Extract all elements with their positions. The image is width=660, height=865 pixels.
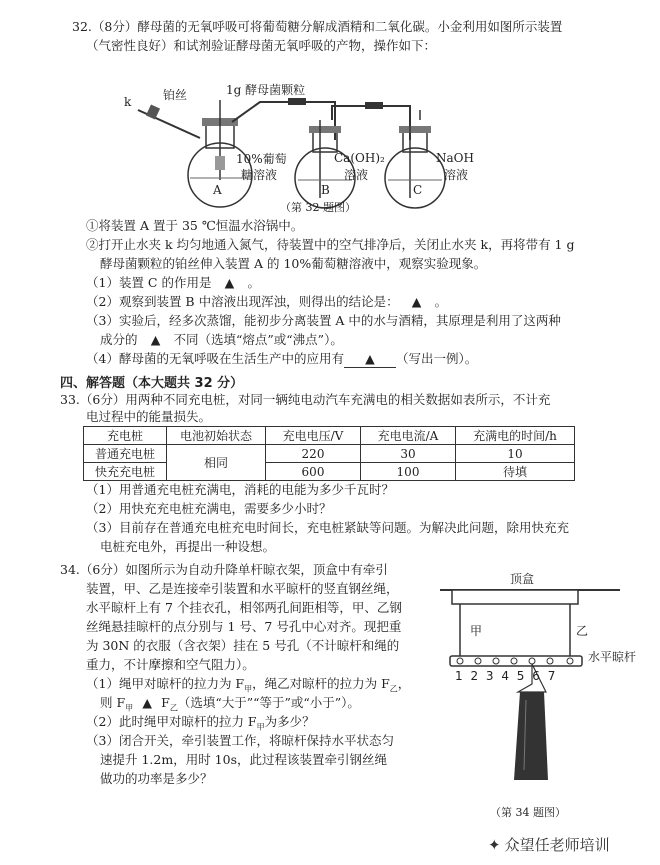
- wechat-icon: ✦: [488, 836, 501, 854]
- q34-part3: （3）闭合开关，牵引装置工作，将晾杆保持水平状态匀: [86, 733, 394, 748]
- q34-line1: 34.（6分）如图所示为自动升降单杆晾衣架，顶盒中有牵引: [60, 562, 388, 577]
- table-cell: 100: [361, 463, 456, 481]
- table-header-cell: 充电电流/A: [361, 427, 456, 445]
- fig-label-naoh-2: 溶液: [444, 168, 469, 182]
- q33-part3-cont: 电桩充电外，再提出一种设想。: [100, 539, 276, 554]
- q33-title-cont: 电过程中的能量损失。: [86, 409, 212, 424]
- q32-part1: （1）装置 C 的作用是 ▲ 。: [86, 275, 260, 290]
- fig-label-caoh: Ca(OH)₂: [334, 151, 385, 165]
- fig-label-glucose-2: 糖溶液: [241, 168, 278, 182]
- q34-figure-caption: （第 34 题图）: [490, 806, 566, 819]
- q34-part1-cont: 则 $F_甲$ ▲ $F_乙$（选填“大于”“等于”或“小于”）。: [100, 695, 360, 713]
- clothes-icon: [514, 692, 548, 780]
- table-header-cell: 充满电的时间/h: [456, 427, 575, 445]
- fig-label-yeast: 1g 酵母菌颗粒: [226, 83, 306, 97]
- watermark: ✦ 众望任老师培训: [488, 836, 610, 854]
- q33-part3: （3）目前存在普通充电桩充电时间长，充电桩紧缺等问题。为解决此问题，除用快充充: [86, 520, 569, 535]
- q32-part2: （2）观察到装置 B 中溶液出现浑浊，则得出的结论是： ▲ 。: [86, 294, 448, 309]
- fig-label-caoh-2: 溶液: [344, 168, 369, 182]
- fig-label-b: B: [321, 183, 330, 197]
- table-cell: 30: [361, 445, 456, 463]
- answer-blank: ▲: [344, 351, 396, 368]
- q34-line6: 重力，不计摩擦和空气阻力）。: [86, 657, 255, 672]
- answer-blank: ▲: [142, 695, 152, 710]
- q34-part1: （1）绳甲对晾杆的拉力为 $F_甲$，绳乙对晾杆的拉力为 $F_乙$，: [86, 676, 411, 694]
- q34-line3: 水平晾杆上有 7 个挂衣孔，相邻两孔间距相等，甲、乙钢: [86, 600, 402, 615]
- fig-label-jia: 甲: [470, 624, 483, 638]
- q34-clothes-rack-figure: [430, 580, 630, 800]
- fig-label-glucose: 10%葡萄: [236, 152, 287, 166]
- fig-label-top-box: 顶盒: [510, 572, 535, 586]
- fig-label-pt-wire: 铂丝: [163, 88, 188, 102]
- table-cell: 220: [266, 445, 361, 463]
- answer-blank: ▲: [411, 294, 422, 309]
- q32-title: 32.（8分）酵母菌的无氧呼吸可将葡萄糖分解成酒精和二氧化碳。小金利用如图所示装置: [72, 19, 563, 34]
- table-cell: 10: [456, 445, 575, 463]
- q32-step1: ①将装置 A 置于 35 ℃恒温水浴锅中。: [86, 218, 304, 233]
- q32-step2: ②打开止水夹 k 均匀地通入氮气，待装置中的空气排净后，关闭止水夹 k，再将带有 1 g: [86, 237, 575, 252]
- fig-label-c: C: [413, 183, 423, 197]
- fig-label-k: k: [124, 95, 132, 109]
- table-cell: 待填: [456, 463, 575, 481]
- q32-part3: （3）实验后，经多次蒸馏，能初步分离装置 A 中的水与酒精，其原理是利用了这两种: [86, 313, 561, 328]
- table-row: [84, 463, 575, 481]
- answer-blank: ▲: [224, 275, 235, 290]
- q32-title-cont: （气密性良好）和试剂验证酵母菌无氧呼吸的产物，操作如下：: [86, 38, 437, 53]
- answer-blank: ▲: [150, 332, 161, 347]
- fig-label-a: A: [213, 183, 222, 197]
- q32-figure-caption: （第 32 题图）: [280, 201, 356, 214]
- q33-part2: （2）用快充充电桩充满电，需要多少小时？: [86, 501, 332, 516]
- table-cell: 相同: [167, 445, 266, 481]
- clamp-k-icon: [146, 104, 160, 119]
- fig-label-yi: 乙: [576, 624, 589, 638]
- table-header-cell: 充电桩: [84, 427, 167, 445]
- q34-part3-cont2: 做功的功率是多少？: [100, 771, 213, 786]
- q32-part3-cont: 成分的 ▲ 不同（选填“熔点”或“沸点”）。: [100, 332, 343, 347]
- q33-title: 33.（6分）用两种不同充电桩，对同一辆纯电动汽车充满电的相关数据如表所示，不计充: [60, 392, 551, 407]
- fig-label-rod: 水平晾杆: [588, 650, 637, 664]
- table-header-row: [84, 427, 575, 445]
- q32-part4: （4）酵母菌的无氧呼吸在生活生产中的应用有 ▲ （写出一例）。: [86, 351, 478, 366]
- q32-step2-cont: 酵母菌颗粒的铂丝伸入装置 A 的 10%葡萄糖溶液中，观察实验现象。: [100, 256, 487, 271]
- table-header-cell: 电池初始状态: [167, 427, 266, 445]
- table-cell: 快充充电桩: [84, 463, 167, 481]
- table-cell: 普通充电桩: [84, 445, 167, 463]
- table-header-cell: 充电电压/V: [266, 427, 361, 445]
- table-cell: 600: [266, 463, 361, 481]
- q34-line4: 丝绳悬挂晾杆的点分别与 1 号、7 号孔中心对齐。现把重: [86, 619, 402, 634]
- q33-data-table: [83, 426, 575, 481]
- q34-part2: （2）此时绳甲对晾杆的拉力 $F_甲$为多少？: [86, 714, 315, 732]
- fig-label-naoh: NaOH: [436, 151, 474, 165]
- table-row: [84, 445, 575, 463]
- q33-part1: （1）用普通充电桩充满电，消耗的电能为多少千瓦时？: [86, 482, 394, 497]
- q34-line2: 装置，甲、乙是连接牵引装置和水平晾杆的竖直钢丝绳，: [86, 581, 399, 596]
- section-heading: 四、解答题（本大题共 32 分）: [60, 376, 244, 391]
- fig-label-hole-numbers: 1 2 3 4 5 6 7: [455, 669, 558, 683]
- q34-part3-cont: 速提升 1.2m，用时 10s，此过程该装置牵引钢丝绳: [100, 752, 388, 767]
- top-box-icon: [452, 590, 578, 604]
- q34-line5: 为 30N 的衣服（含衣架）挂在 5 号孔（不计晾杆和绳的: [86, 638, 400, 653]
